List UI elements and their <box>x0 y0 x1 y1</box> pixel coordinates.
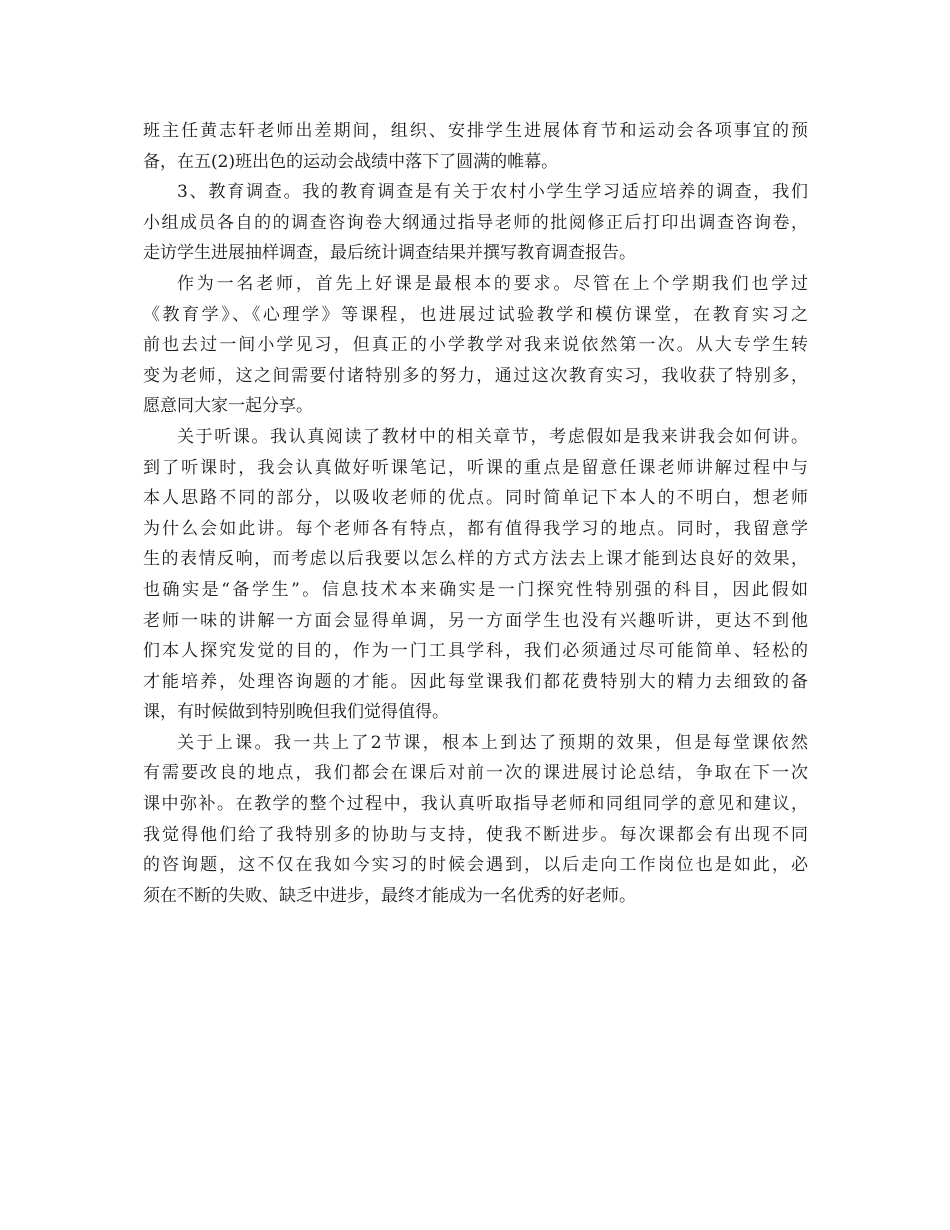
paragraph-2-line-1: 3、教育调查。我的教育调查是有关于农村小学生学习适应培养的调查，我们 <box>177 182 808 203</box>
paragraph-5-line-2: 有需要改良的地点，我们都会在课后对前一次的课进展讨论总结，争取在下一次 <box>143 763 808 784</box>
paragraph-4-line-2: 到了听课时，我会认真做好听课笔记，听课的重点是留意任课老师讲解过程中与 <box>143 457 808 478</box>
paragraph-2-line-2: 小组成员各自的的调查咨询卷大纲通过指导老师的批阅修正后打印出调查咨询卷， <box>143 212 808 233</box>
paragraph-4-line-5: 生的表情反响，而考虑以后我要以怎么样的方式方法去上课才能到达良好的效果， <box>143 549 808 570</box>
paragraph-3-line-5: 愿意同大家一起分享。 <box>143 396 313 417</box>
paragraph-1-line-2: 备，在五(2)班出色的运动会战绩中落下了圆满的帷幕。 <box>143 151 559 172</box>
paragraph-3-line-1: 作为一名老师，首先上好课是最根本的要求。尽管在上个学期我们也学过 <box>177 273 808 294</box>
paragraph-4-line-7: 老师一味的讲解一方面会显得单调，另一方面学生也没有兴趣听讲，更达不到他 <box>143 610 808 631</box>
paragraph-5-line-3: 课中弥补。在教学的整个过程中，我认真听取指导老师和同组同学的意见和建议， <box>143 794 808 815</box>
paragraph-4-line-4: 为什么会如此讲。每个老师各有特点，都有值得我学习的地点。同时，我留意学 <box>143 518 808 539</box>
paragraph-5-line-6: 须在不断的失败、缺乏中进步，最终才能成为一名优秀的好老师。 <box>143 885 636 906</box>
paragraph-3-line-4: 变为老师，这之间需要付诸特别多的努力，通过这次教育实习，我收获了特别多， <box>143 365 808 386</box>
paragraph-1-line-1: 班主任黄志轩老师出差期间，组织、安排学生进展体育节和运动会各项事宜的预 <box>143 121 808 141</box>
paragraph-5-line-1: 关于上课。我一共上了2节课，根本上到达了预期的效果，但是每堂课依然 <box>177 732 808 753</box>
paragraph-4-line-6: 也确实是“备学生”。信息技术本来确实是一门探究性特别强的科目，因此假如 <box>143 579 808 600</box>
paragraph-4-line-10: 课，有时候做到特别晚但我们觉得值得。 <box>143 702 449 723</box>
document-body <box>143 116 808 911</box>
paragraph-3-line-2: 《教育学》、《心理学》等课程，也进展过试验教学和模仿课堂，在教育实习之 <box>143 304 808 325</box>
paragraph-4-line-3: 本人思路不同的部分，以吸收老师的优点。同时简单记下本人的不明白，想老师 <box>143 488 808 509</box>
paragraph-5-line-4: 我觉得他们给了我特别多的协助与支持，使我不断进步。每次课都会有出现不同 <box>143 824 808 845</box>
paragraph-3-line-3: 前也去过一间小学见习，但真正的小学教学对我来说依然第一次。从大专学生转 <box>143 335 808 356</box>
paragraph-4-line-8: 们本人探究发觉的目的，作为一门工具学科，我们必须通过尽可能简单、轻松的 <box>143 641 808 662</box>
paragraph-2-line-3: 走访学生进展抽样调查，最后统计调查结果并撰写教育调查报告。 <box>143 243 636 264</box>
paragraph-4-line-1: 关于听课。我认真阅读了教材中的相关章节，考虑假如是我来讲我会如何讲。 <box>177 426 808 447</box>
paragraph-5-line-5: 的咨询题，这不仅在我如今实习的时候会遇到，以后走向工作岗位也是如此，必 <box>143 855 808 876</box>
paragraph-4-line-9: 才能培养，处理咨询题的才能。因此每堂课我们都花费特别大的精力去细致的备 <box>143 671 808 692</box>
